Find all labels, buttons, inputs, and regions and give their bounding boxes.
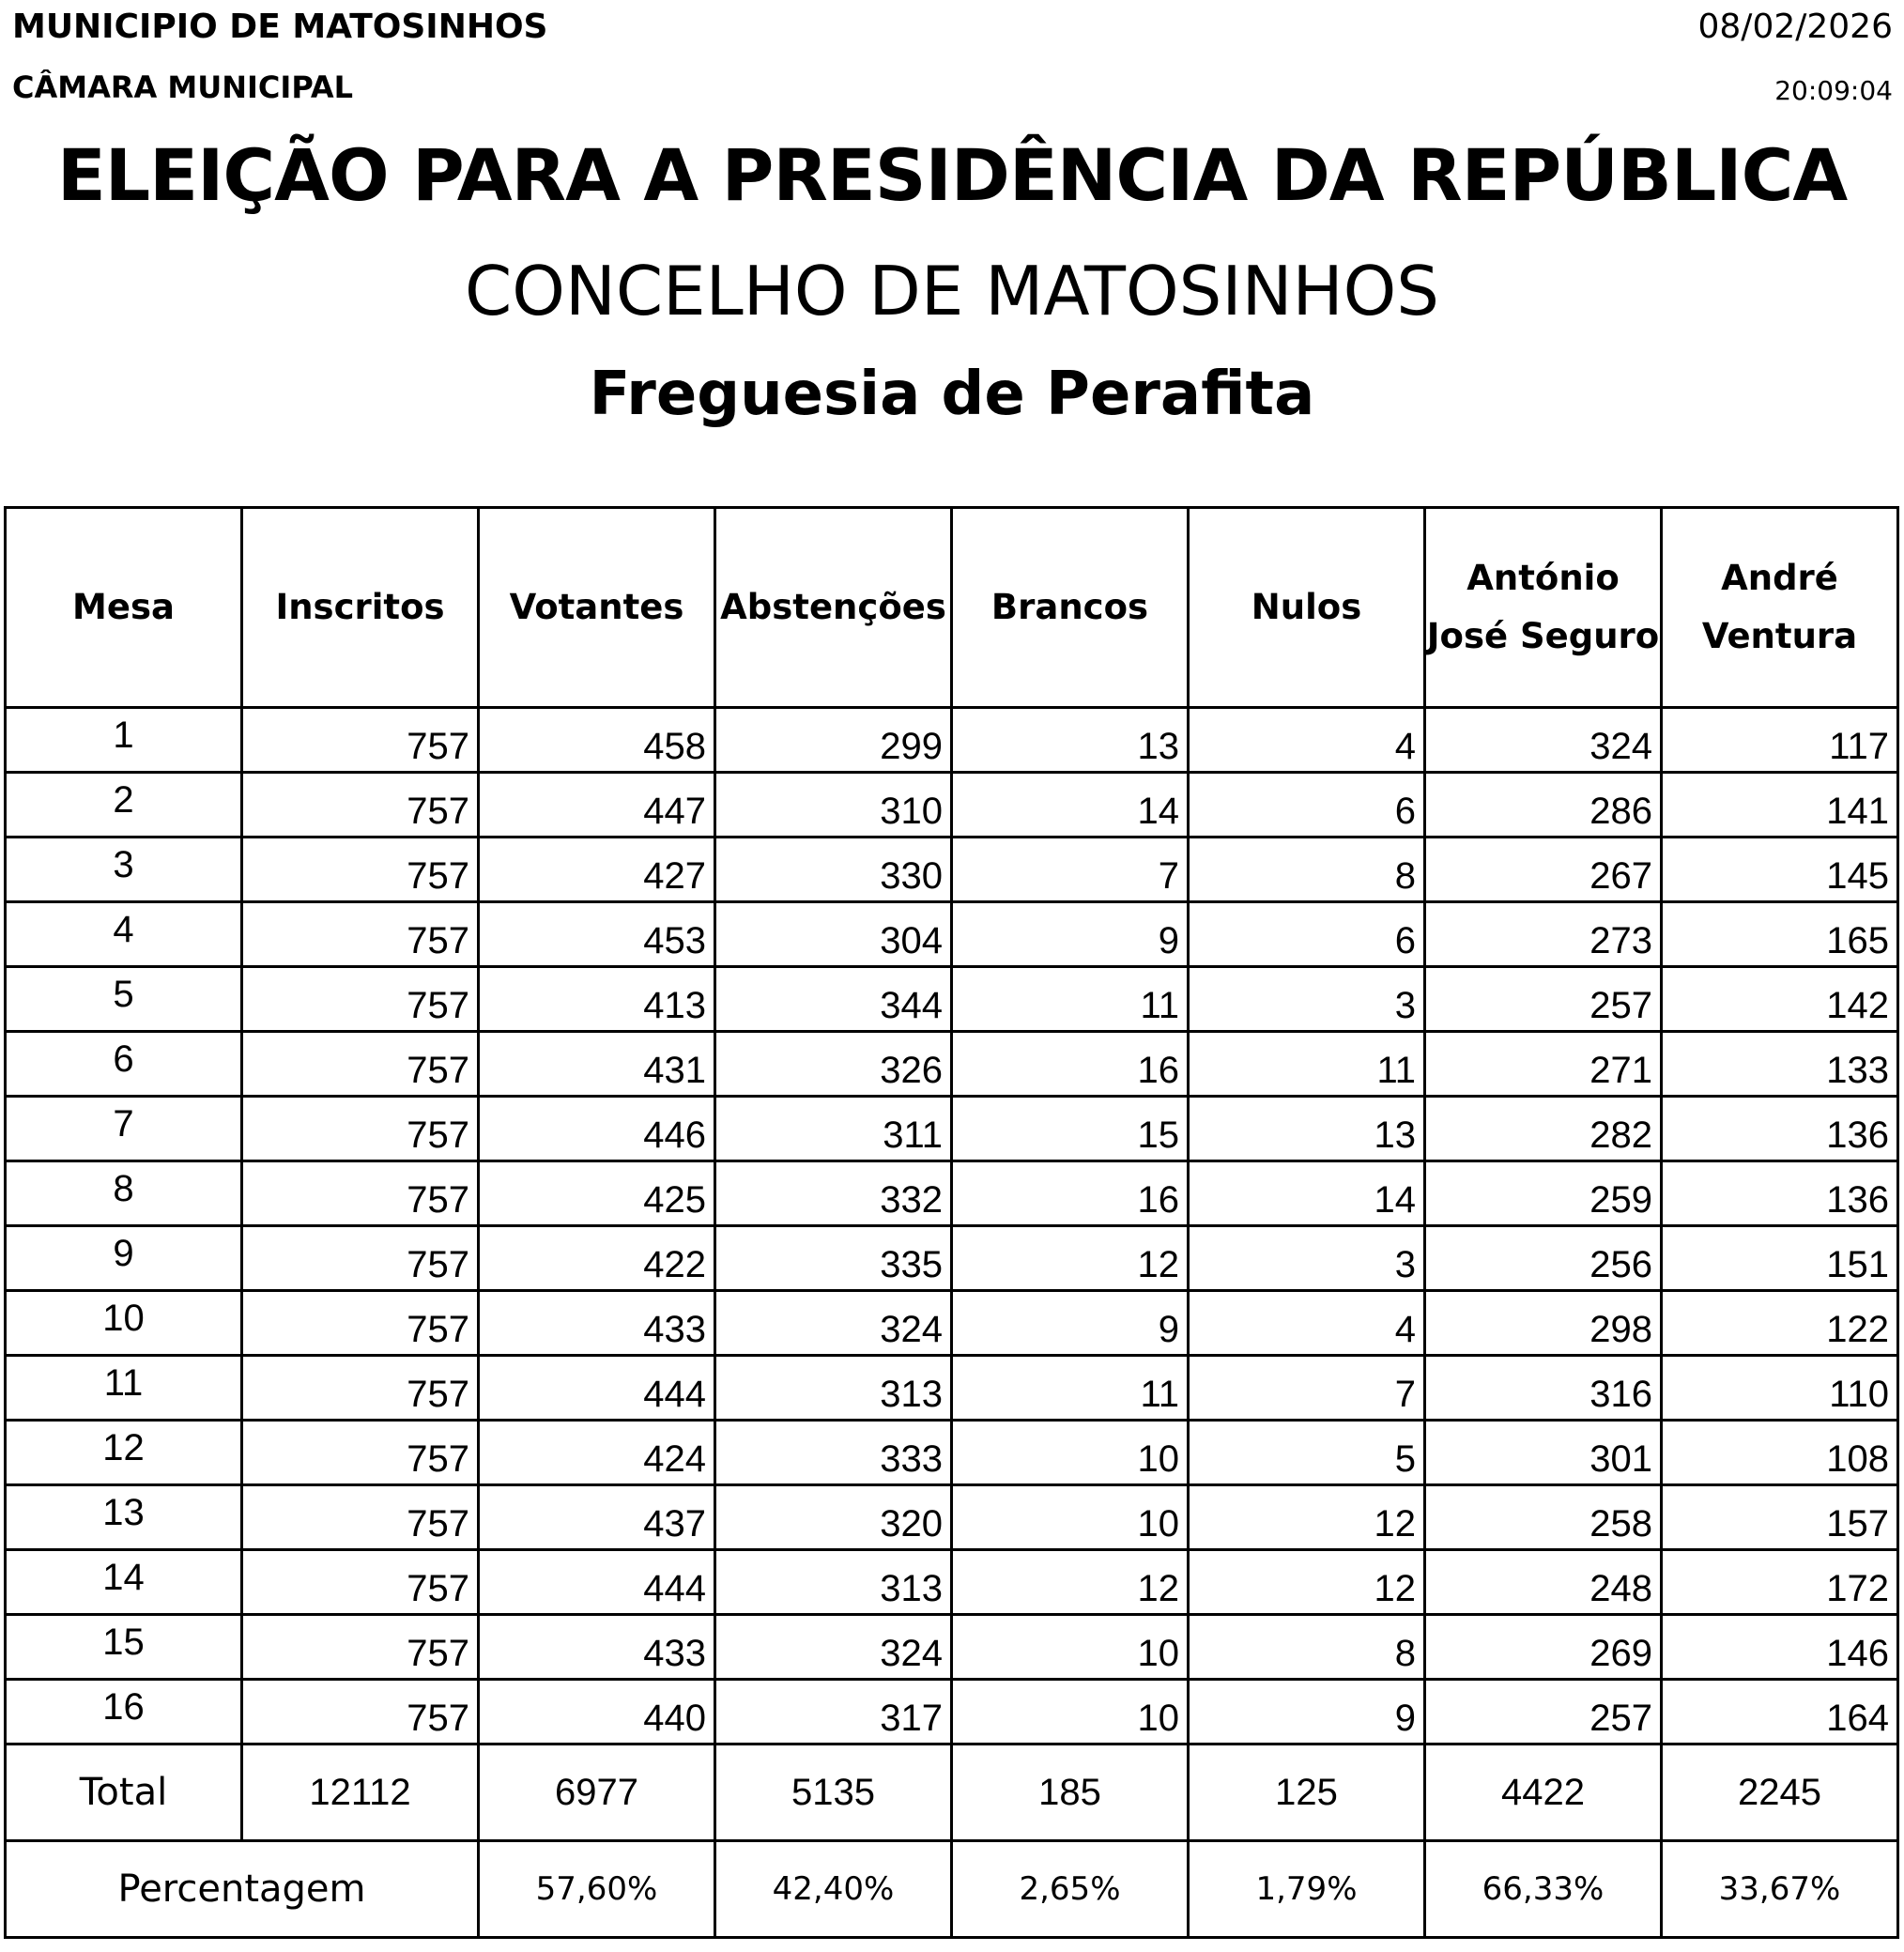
cell-brancos: 14 [952, 773, 1189, 838]
cell-votantes: 446 [479, 1097, 715, 1161]
cell-votantes: 458 [479, 708, 715, 773]
col-header-inscritos: Inscritos [242, 508, 479, 708]
cell-abstencoes: 311 [715, 1097, 952, 1161]
table-row [6, 1485, 1898, 1550]
cell-abstencoes: 310 [715, 773, 952, 838]
cell-votantes: 440 [479, 1680, 715, 1745]
table-row [6, 967, 1898, 1032]
cell-mesa: 1 [6, 708, 242, 773]
cell-andre-ventura: 145 [1662, 838, 1898, 902]
percentage-label: Percentagem [6, 1841, 479, 1938]
cell-brancos: 10 [952, 1615, 1189, 1680]
cell-andre-ventura: 164 [1662, 1680, 1898, 1745]
total-andre-ventura: 2245 [1662, 1745, 1898, 1841]
cell-antonio-jose-seguro: 267 [1425, 838, 1662, 902]
municipality-name: MUNICIPIO DE MATOSINHOS [12, 8, 548, 46]
cell-nulos: 13 [1189, 1097, 1425, 1161]
cell-brancos: 7 [952, 838, 1189, 902]
col-header-antonio-jose-seguro: António José Seguro [1425, 508, 1662, 708]
cell-nulos: 7 [1189, 1356, 1425, 1421]
cell-nulos: 11 [1189, 1032, 1425, 1097]
cell-inscritos: 757 [242, 902, 479, 967]
cell-inscritos: 757 [242, 1550, 479, 1615]
cell-andre-ventura: 122 [1662, 1291, 1898, 1356]
total-antonio-jose-seguro: 4422 [1425, 1745, 1662, 1841]
cell-inscritos: 757 [242, 1356, 479, 1421]
cell-mesa: 5 [6, 967, 242, 1032]
parish-title: Freguesia de Perafita [589, 360, 1315, 429]
cell-votantes: 444 [479, 1356, 715, 1421]
cell-abstencoes: 324 [715, 1615, 952, 1680]
cell-mesa: 2 [6, 773, 242, 838]
cell-abstencoes: 313 [715, 1550, 952, 1615]
cell-nulos: 12 [1189, 1550, 1425, 1615]
cell-brancos: 15 [952, 1097, 1189, 1161]
table-row [6, 1161, 1898, 1226]
cell-brancos: 13 [952, 708, 1189, 773]
cell-inscritos: 757 [242, 1615, 479, 1680]
cell-abstencoes: 332 [715, 1161, 952, 1226]
cell-inscritos: 757 [242, 1226, 479, 1291]
cell-nulos: 6 [1189, 902, 1425, 967]
cell-votantes: 427 [479, 838, 715, 902]
cell-mesa: 16 [6, 1680, 242, 1745]
table-row [6, 1680, 1898, 1745]
cell-antonio-jose-seguro: 256 [1425, 1226, 1662, 1291]
cell-inscritos: 757 [242, 1421, 479, 1485]
cell-inscritos: 757 [242, 1032, 479, 1097]
cell-inscritos: 757 [242, 967, 479, 1032]
total-abstencoes: 5135 [715, 1745, 952, 1841]
cell-nulos: 6 [1189, 773, 1425, 838]
cell-votantes: 433 [479, 1615, 715, 1680]
pct-andre-ventura: 33,67% [1662, 1841, 1898, 1938]
table-row [6, 838, 1898, 902]
cell-andre-ventura: 146 [1662, 1615, 1898, 1680]
table-row [6, 1550, 1898, 1615]
cell-inscritos: 757 [242, 773, 479, 838]
cell-mesa: 11 [6, 1356, 242, 1421]
cell-abstencoes: 330 [715, 838, 952, 902]
cell-mesa: 6 [6, 1032, 242, 1097]
total-label: Total [6, 1745, 242, 1841]
cell-inscritos: 757 [242, 1097, 479, 1161]
cell-votantes: 437 [479, 1485, 715, 1550]
table-row [6, 773, 1898, 838]
cell-abstencoes: 313 [715, 1356, 952, 1421]
cell-antonio-jose-seguro: 257 [1425, 1680, 1662, 1745]
cell-abstencoes: 335 [715, 1226, 952, 1291]
col-header-mesa: Mesa [6, 508, 242, 708]
cell-mesa: 13 [6, 1485, 242, 1550]
col-header-abstencoes: Abstenções [715, 508, 952, 708]
cell-andre-ventura: 141 [1662, 773, 1898, 838]
cell-andre-ventura: 136 [1662, 1097, 1898, 1161]
cell-nulos: 9 [1189, 1680, 1425, 1745]
cell-andre-ventura: 110 [1662, 1356, 1898, 1421]
cell-abstencoes: 317 [715, 1680, 952, 1745]
table-row [6, 708, 1898, 773]
cell-abstencoes: 320 [715, 1485, 952, 1550]
pct-abstencoes: 42,40% [715, 1841, 952, 1938]
table-row [6, 1291, 1898, 1356]
cell-antonio-jose-seguro: 258 [1425, 1485, 1662, 1550]
report-date: 08/02/2026 [1697, 8, 1893, 46]
report-time: 20:09:04 [1774, 75, 1893, 106]
cell-abstencoes: 326 [715, 1032, 952, 1097]
cell-brancos: 11 [952, 967, 1189, 1032]
table-row [6, 1615, 1898, 1680]
cell-votantes: 431 [479, 1032, 715, 1097]
col-header-brancos: Brancos [952, 508, 1189, 708]
cell-nulos: 12 [1189, 1485, 1425, 1550]
cell-mesa: 9 [6, 1226, 242, 1291]
cell-abstencoes: 324 [715, 1291, 952, 1356]
cell-votantes: 433 [479, 1291, 715, 1356]
cell-antonio-jose-seguro: 257 [1425, 967, 1662, 1032]
cell-andre-ventura: 117 [1662, 708, 1898, 773]
total-votantes: 6977 [479, 1745, 715, 1841]
cell-inscritos: 757 [242, 708, 479, 773]
council-name: CÂMARA MUNICIPAL [12, 69, 353, 105]
cell-nulos: 4 [1189, 1291, 1425, 1356]
cell-brancos: 12 [952, 1550, 1189, 1615]
cell-brancos: 10 [952, 1680, 1189, 1745]
table-row [6, 1226, 1898, 1291]
cell-andre-ventura: 151 [1662, 1226, 1898, 1291]
pct-brancos: 2,65% [952, 1841, 1189, 1938]
cell-abstencoes: 333 [715, 1421, 952, 1485]
cell-nulos: 5 [1189, 1421, 1425, 1485]
cell-votantes: 444 [479, 1550, 715, 1615]
cell-antonio-jose-seguro: 298 [1425, 1291, 1662, 1356]
cell-nulos: 4 [1189, 708, 1425, 773]
cell-brancos: 16 [952, 1032, 1189, 1097]
cell-antonio-jose-seguro: 324 [1425, 708, 1662, 773]
cell-nulos: 8 [1189, 838, 1425, 902]
col-header-andre-ventura: André Ventura [1662, 508, 1898, 708]
table-row [6, 1356, 1898, 1421]
cell-mesa: 15 [6, 1615, 242, 1680]
col-header-nulos: Nulos [1189, 508, 1425, 708]
cell-votantes: 425 [479, 1161, 715, 1226]
cell-inscritos: 757 [242, 1161, 479, 1226]
pct-nulos: 1,79% [1189, 1841, 1425, 1938]
cell-inscritos: 757 [242, 1680, 479, 1745]
cell-inscritos: 757 [242, 1291, 479, 1356]
cell-abstencoes: 344 [715, 967, 952, 1032]
cell-andre-ventura: 142 [1662, 967, 1898, 1032]
cell-andre-ventura: 165 [1662, 902, 1898, 967]
results-table [4, 506, 1899, 1939]
cell-mesa: 14 [6, 1550, 242, 1615]
cell-antonio-jose-seguro: 259 [1425, 1161, 1662, 1226]
table-row [6, 1097, 1898, 1161]
cell-mesa: 12 [6, 1421, 242, 1485]
table-row [6, 1421, 1898, 1485]
cell-andre-ventura: 157 [1662, 1485, 1898, 1550]
percentage-row [6, 1841, 1898, 1938]
total-inscritos: 12112 [242, 1745, 479, 1841]
cell-antonio-jose-seguro: 286 [1425, 773, 1662, 838]
cell-andre-ventura: 133 [1662, 1032, 1898, 1097]
cell-brancos: 10 [952, 1421, 1189, 1485]
cell-abstencoes: 299 [715, 708, 952, 773]
cell-votantes: 424 [479, 1421, 715, 1485]
cell-brancos: 11 [952, 1356, 1189, 1421]
cell-andre-ventura: 136 [1662, 1161, 1898, 1226]
election-title: ELEIÇÃO PARA A PRESIDÊNCIA DA REPÚBLICA [56, 133, 1848, 217]
cell-antonio-jose-seguro: 248 [1425, 1550, 1662, 1615]
header-row [6, 508, 1898, 708]
cell-votantes: 453 [479, 902, 715, 967]
cell-brancos: 16 [952, 1161, 1189, 1226]
cell-andre-ventura: 108 [1662, 1421, 1898, 1485]
cell-antonio-jose-seguro: 273 [1425, 902, 1662, 967]
cell-antonio-jose-seguro: 271 [1425, 1032, 1662, 1097]
cell-mesa: 3 [6, 838, 242, 902]
table-row [6, 902, 1898, 967]
cell-votantes: 422 [479, 1226, 715, 1291]
cell-antonio-jose-seguro: 316 [1425, 1356, 1662, 1421]
cell-mesa: 10 [6, 1291, 242, 1356]
cell-nulos: 3 [1189, 967, 1425, 1032]
cell-nulos: 14 [1189, 1161, 1425, 1226]
cell-brancos: 10 [952, 1485, 1189, 1550]
municipality-subtitle: CONCELHO DE MATOSINHOS [465, 252, 1439, 330]
cell-brancos: 12 [952, 1226, 1189, 1291]
col-header-votantes: Votantes [479, 508, 715, 708]
cell-brancos: 9 [952, 1291, 1189, 1356]
cell-mesa: 8 [6, 1161, 242, 1226]
total-row [6, 1745, 1898, 1841]
cell-votantes: 447 [479, 773, 715, 838]
cell-mesa: 4 [6, 902, 242, 967]
cell-brancos: 9 [952, 902, 1189, 967]
cell-nulos: 8 [1189, 1615, 1425, 1680]
pct-votantes: 57,60% [479, 1841, 715, 1938]
cell-abstencoes: 304 [715, 902, 952, 967]
cell-antonio-jose-seguro: 282 [1425, 1097, 1662, 1161]
cell-inscritos: 757 [242, 838, 479, 902]
table-row [6, 1032, 1898, 1097]
cell-andre-ventura: 172 [1662, 1550, 1898, 1615]
cell-antonio-jose-seguro: 269 [1425, 1615, 1662, 1680]
cell-mesa: 7 [6, 1097, 242, 1161]
cell-antonio-jose-seguro: 301 [1425, 1421, 1662, 1485]
cell-votantes: 413 [479, 967, 715, 1032]
cell-nulos: 3 [1189, 1226, 1425, 1291]
pct-antonio-jose-seguro: 66,33% [1425, 1841, 1662, 1938]
total-brancos: 185 [952, 1745, 1189, 1841]
cell-inscritos: 757 [242, 1485, 479, 1550]
total-nulos: 125 [1189, 1745, 1425, 1841]
